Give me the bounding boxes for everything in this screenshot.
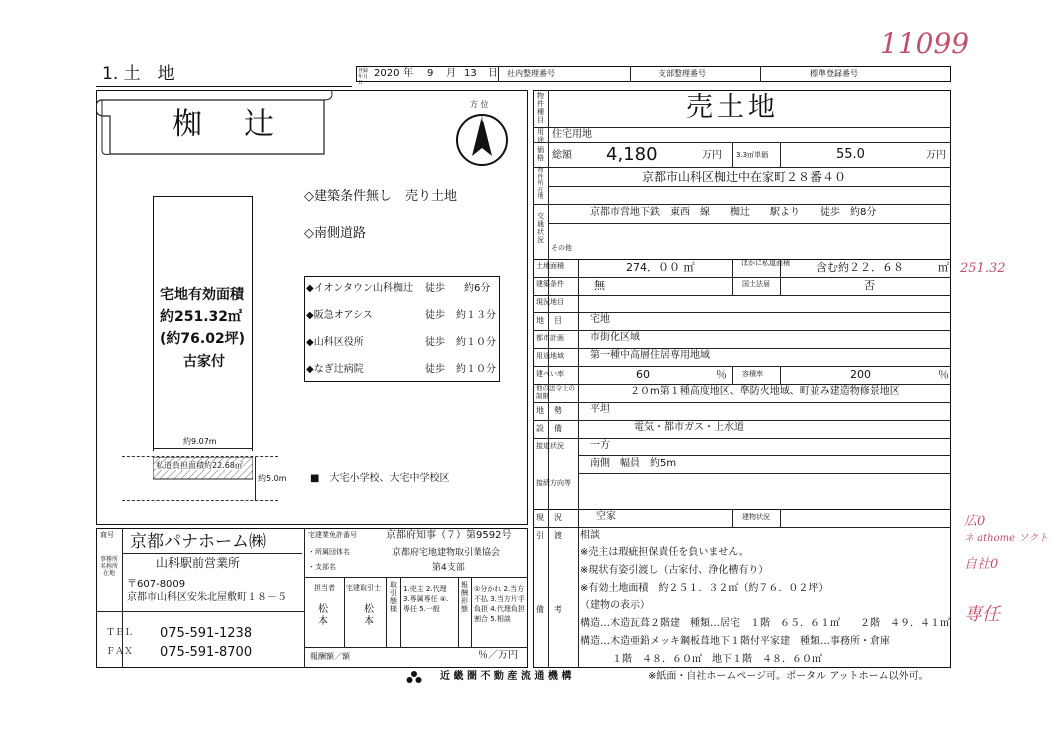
company-name: 京都パナホーム㈱ [130,532,266,552]
section-title: 1. 土 地 [102,64,175,84]
property-type: 売土地 [686,92,779,123]
branch-no-label: 支部整理番号 [658,69,706,78]
feature-1: ◇建築条件無し 売り土地 [304,189,457,204]
note-5: 構造…木造瓦葺２階建 種類…居宅 １階 ６５．６１㎡ ２階 ４９．４１㎡ [580,618,950,629]
company-association-branch: 第4支部 [432,563,465,573]
city-plan: 市街化区域 [590,332,640,343]
zoning: 第一種中高層住居専用地域 [590,350,710,361]
nearby-name-2: ◆阪急オアシス [306,310,373,321]
company-postal: 〒607-8009 [127,579,186,590]
publication-note: ※紙面・自社ホームページ可。ポータル アットホーム以外可。 [648,671,929,682]
private-road-area: 含む約２２．６８ [816,261,904,274]
licensed-agent: 松本 [364,604,374,627]
date-label: 登録年月日 [358,68,369,86]
company-fax: 075-591-8700 [160,645,253,660]
org-name: 近 畿 圏 不 動 産 流 通 機 構 [440,671,572,682]
plot-area-tsubo: (約76.02坪) [160,331,246,347]
land-area: 274．００ ㎡ [626,261,695,274]
plot-width-label: 約9.07m [183,437,217,446]
person-in-charge: 松本 [318,604,328,627]
reg-month: 9 [427,68,434,79]
location-name: 椥 辻 [172,107,280,142]
reg-no-label: 標準登録番号 [810,69,858,78]
company-branch: 山科駅前営業所 [156,556,241,570]
road-depth-label: 約5.0m [258,474,287,483]
plot-area-title: 宅地有効面積 [160,287,244,303]
handover: 相談 [580,530,600,541]
plot-old-house: 古家付 [183,354,225,370]
feature-2: ◇南側道路 [304,226,366,241]
note-1: ※売主は瑕疵担保責任を負いません。 [580,547,749,558]
transaction-type: 1.売主 2.代理 3.専属専任 ④.専任 5.一般 [403,585,449,613]
unit-price: 55.0 [836,147,865,162]
handwritten-number: 11099 [880,27,970,60]
national-land-law: 否 [864,279,875,292]
reg-year: 2020 [374,68,400,79]
usage: 住宅用地 [552,129,592,140]
compass-n: N [479,115,485,124]
legal-restrictions: ２０m第１種高度地区、準防火地域、町並み建造物修景地区 [630,386,900,397]
fee-unit: ％／万円 [478,650,518,661]
private-road-label: 私道負担面積約22.68㎡ [156,461,243,470]
total-price: 4,180 [606,144,658,165]
building-condition: 無 [594,279,605,292]
handwritten-note-2: ネ athome ソクト [964,533,1049,544]
reg-day: 13 [464,68,477,79]
building-coverage: 60 [636,368,650,381]
current-state: 空家 [596,511,616,522]
property-address: 京都市山科区椥辻中在家町２８番４０ [642,170,847,184]
handwritten-note-3: 自社0 [964,557,999,572]
floor-area-ratio: 200 [850,368,871,381]
nearby-name-4: ◆なぎ辻病院 [306,364,364,375]
nearby-name-3: ◆山科区役所 [306,337,364,348]
org-logo-icon [406,670,422,684]
fee-form: ①分かれ 2.当方不払 3.当方片手負担 4.代理負担割合 5.相談 [474,585,525,623]
handwritten-area: 251.32 [960,261,1006,276]
road-detail: 南側 幅員 約5m [590,458,677,469]
company-license: 京都府知事（７）第9592号 [386,530,512,541]
road-access: 一方 [590,440,610,451]
nearby-name-1: ◆イオンタウン山科椥辻 [306,283,413,294]
note-3: ※有効土地面積 約２５１．３２㎡（約７６．０２坪） [580,583,829,594]
company-association: 京都府宅地建物取引業協会 [392,548,501,558]
note-2: ※現状有姿引渡し（古家付、浄化槽有り） [580,565,769,576]
note-6: 構造…木造亜鉛メッキ鋼板葺地下１階付平家建 種類…事務所・倉庫 [580,636,890,647]
terrain: 平坦 [590,404,610,415]
school-district: ■ 大宅小学校、大宅中学校区 [310,473,450,484]
company-no-label: 社内整理番号 [507,69,555,78]
company-address: 京都市山科区安朱北屋敷町１８－５ [127,592,287,603]
compass-label: 方 位 [470,100,489,109]
facilities: 電気・都市ガス・上水道 [634,422,744,433]
traffic: 京都市営地下鉄 東西 線 椥辻 駅より 徒歩 約8分 [590,207,877,218]
company-tel: 075-591-1238 [160,626,253,641]
note-4: （建物の表示） [580,600,650,611]
land-category: 宅地 [590,314,610,325]
note-7: １階 ４８．６０㎡ 地下１階 ４８．６０㎡ [612,654,822,665]
handwritten-note-4: 専任 [964,604,1000,625]
handwritten-note-1: 広0 [964,514,986,529]
plot-area-sqm: 約251.32㎡ [160,309,243,325]
